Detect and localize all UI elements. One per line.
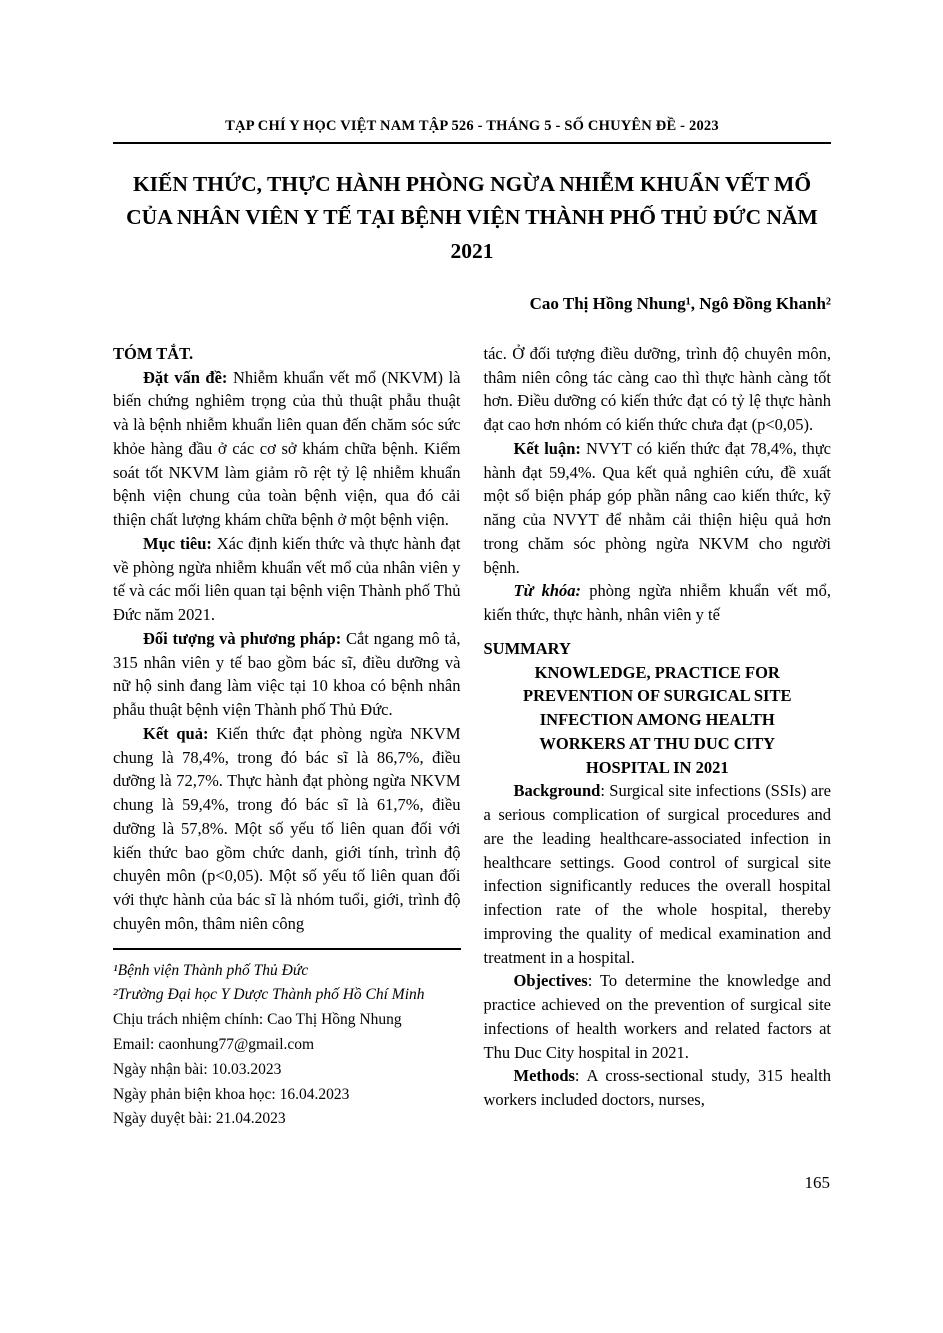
summary-title-line-5: HOSPITAL IN 2021 [585,757,729,777]
paragraph-text: phòng ngừa nhiễm khuẩn vết mổ, kiến thức, thực hành, nhân viên y tế [483,581,832,625]
results-continuation-paragraph: tác. Ở đối tượng điều dưỡng, trình độ chuyên môn, thâm niên công tác càng cao thì thực hành càng tốt hơn. Điều dưỡng có kiến thức đạt có tỷ lệ thực hành đạt cao hơn nhóm có kiến thức chưa đạt (p<0,05). [483,343,831,435]
paragraph-label: Objectives [513,971,588,991]
article-title [113,168,831,268]
footnote-affiliation-1: ¹Bệnh viện Thành phố Thủ Đức [113,961,309,979]
abstract-paragraph-methods [113,627,461,722]
summary-title-line-4: WORKERS AT THU DUC CITY [539,733,776,753]
paragraph-text: Nhiễm khuẩn vết mổ (NKVM) là biến chứng nghiêm trọng của thủ thuật phẫu thuật và là bệnh nhiễm khuẩn liên quan đến chăm sóc sức khỏe hàng đầu ở các cơ sở khám chữa bệnh. Kiểm soát tốt NKVM làm giảm rõ rệt tỷ lệ nhiễm khuẩn bệnh viện chung của toàn bệnh viện, qua đó cải thiện chất lượng khám chữa bệnh ở một bệnh viện. [113,367,461,530]
footnote-review-date: Ngày phản biện khoa học: 16.04.2023 [113,1085,350,1103]
paragraph-text: : A cross-sectional study, 315 health workers included doctors, nurses, [483,1066,831,1110]
paragraph-label: Background [513,781,601,801]
journal-header: TẠP CHÍ Y HỌC VIỆT NAM TẬP 526 - THÁNG 5 - SỐ CHUYÊN ĐỀ - 2023 [113,118,831,144]
paragraph-label: Methods [513,1066,575,1086]
keywords-paragraph [484,579,832,627]
right-column [484,342,832,1132]
left-column [113,342,461,1132]
page-content [113,118,831,1132]
article-title-line-1: KIẾN THỨC, THỰC HÀNH PHÒNG NGỪA NHIỄM KHUẨN VẾT MỔ [132,172,812,196]
conclusion-paragraph [484,437,832,580]
summary-paragraph-methods [484,1064,832,1112]
footnote-block [113,948,461,1133]
summary-paragraph-background [484,779,832,969]
paragraph-label: Mục tiêu: [143,533,212,553]
summary-title-line-1: KNOWLEDGE, PRACTICE FOR [534,662,780,682]
abstract-heading: TÓM TẮT. [113,343,194,363]
paragraph-text: : To determine the knowledge and practice achieved on the prevention of surgical site infections of health workers and related factors at Thu Duc City hospital in 2021. [483,971,831,1062]
article-title-line-2: CỦA NHÂN VIÊN Y TẾ TẠI BỆNH VIỆN THÀNH PHỐ THỦ ĐỨC NĂM 2021 [126,205,818,263]
footnote-received-date: Ngày nhận bài: 10.03.2023 [113,1060,282,1078]
abstract-paragraph-objective [113,532,461,627]
paragraph-label: Kết luận: [513,438,581,458]
paragraph-text: Xác định kiến thức và thực hành đạt về phòng ngừa nhiễm khuẩn vết mổ của nhân viên y tế và các mối liên quan tại bệnh viện Thành phố Thủ Đức năm 2021. [113,533,461,625]
abstract-paragraph-results [113,722,461,936]
paragraph-text: NVYT có kiến thức đạt 78,4%, thực hành đạt 59,4%. Qua kết quả nghiên cứu, đề xuất một số biện pháp góp phần nâng cao kiến thức, kỹ năng của NVYT để nhằm cải thiện hiệu quả hơn trong chăm sóc phòng ngừa NKVM cho người bệnh. [483,438,831,577]
paragraph-text: : Surgical site infections (SSIs) are a serious complication of surgical procedures and are the leading healthcare-associated infection in healthcare settings. Good control of surgical site infection significantly reduces the overall hospital infection rate of the whole hospital, thereby improving the quality of medical examination and treatment in a hospital. [483,781,831,967]
paragraph-label: Đặt vấn đề: [143,367,228,387]
abstract-paragraph-background [113,366,461,532]
summary-heading: SUMMARY [483,638,571,658]
paragraph-text: Cắt ngang mô tả, 315 nhân viên y tế bao gồm bác sĩ, điều dưỡng và nữ hộ sinh đang làm việc tại 10 khoa có bệnh nhân phẫu thuật bệnh viện Thành phố Thủ Đức. [113,628,461,720]
summary-title [484,661,832,780]
paragraph-text: Kiến thức đạt phòng ngừa NKVM chung là 78,4%, trong đó bác sĩ là 86,7%, điều dưỡng là 72,7%. Thực hành đạt phòng ngừa NKVM chung là 59,4%, trong đó bác sĩ là 61,7%, điều dưỡng là 57,8%. Một số yếu tố liên quan đối với kiến thức bao gồm chức danh, giới tính, trình độ chuyên môn (p<0,05). Một số yếu tố liên quan đối với thực hành của bác sĩ là nhóm tuổi, giới, trình độ chuyên môn, thâm niên công [113,723,461,933]
footnote-corresponding-author: Chịu trách nhiệm chính: Cao Thị Hồng Nhung [113,1011,402,1029]
paragraph-label: Từ khóa: [513,581,582,601]
footnote-email: Email: caonhung77@gmail.com [113,1036,315,1054]
authors-line: Cao Thị Hồng Nhung¹, Ngô Đồng Khanh² [529,293,831,313]
paragraph-label: Kết quả: [143,723,209,743]
page-number: 165 [804,1173,830,1192]
paragraph-label: Đối tượng và phương pháp: [143,628,342,648]
footnote-accepted-date: Ngày duyệt bài: 21.04.2023 [113,1110,286,1128]
summary-paragraph-objectives [484,969,832,1064]
summary-title-line-3: INFECTION AMONG HEALTH [539,710,775,730]
summary-title-line-2: PREVENTION OF SURGICAL SITE [523,686,792,706]
footnote-affiliation-2: ²Trường Đại học Y Dược Thành phố Hồ Chí Minh [113,986,425,1004]
two-column-body [113,342,831,1132]
